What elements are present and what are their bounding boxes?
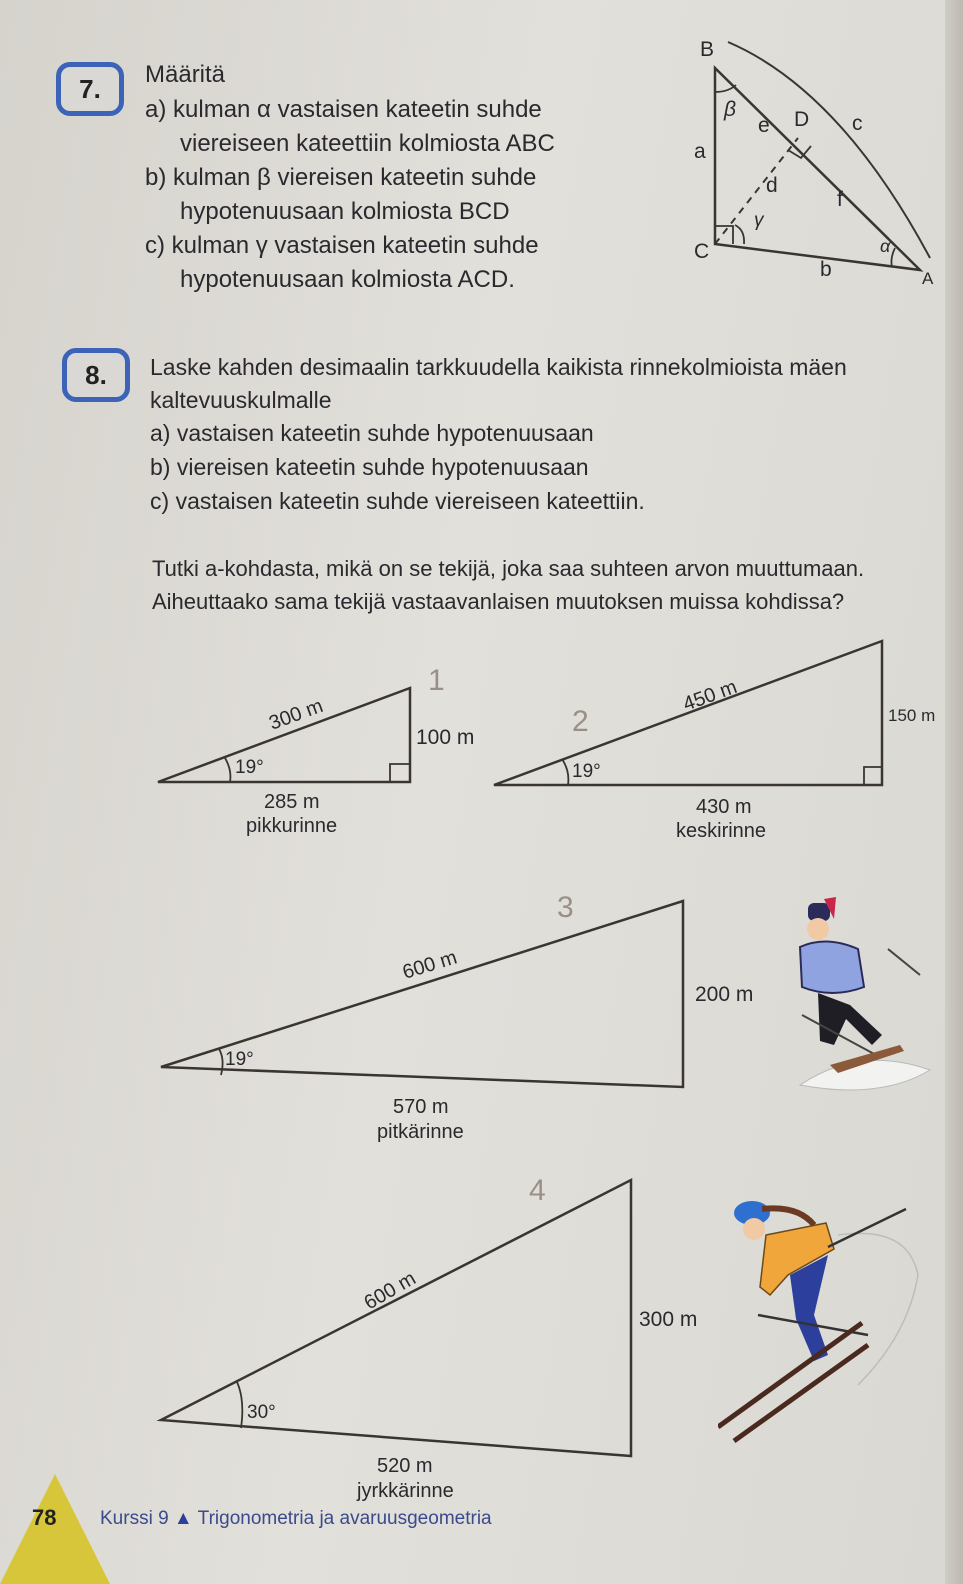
slope-3-adj: 570 m	[393, 1096, 449, 1118]
slope-4-hyp: 600 m	[360, 1267, 420, 1315]
label-b: b	[820, 258, 832, 281]
skier-2-head	[743, 1218, 765, 1240]
footer-course: Kurssi 9	[100, 1508, 169, 1529]
slope-3-angle-arc	[219, 1049, 223, 1075]
slope-2-hyp: 450 m	[680, 676, 740, 716]
skier-1-illustration	[780, 895, 940, 1105]
slope-1-adj: 285 m	[264, 791, 320, 813]
slope-4-handwritten-number: 4	[529, 1174, 546, 1207]
task-7-badge	[56, 62, 124, 116]
slope-2-name: keskirinne	[676, 820, 767, 842]
slope-1-triangle	[158, 688, 410, 782]
task-7c-label: c)	[145, 232, 165, 259]
slope-2-angle: 19°	[572, 761, 601, 782]
footer-triangle-glyph: ▲	[173, 1508, 193, 1529]
slope-1-handwritten-number: 1	[428, 664, 445, 697]
task-7b-line2: hypotenuusaan kolmiosta BCD	[180, 198, 510, 225]
task-7b-label: b)	[145, 164, 167, 191]
task-7a-line1: kulman α vastaisen kateetin suhde	[173, 96, 542, 123]
slope-1-right-angle	[390, 764, 410, 782]
label-f: f	[837, 188, 843, 211]
task-8a-text: vastaisen kateetin suhde hypotenuusaan	[176, 420, 594, 446]
slope-3-angle: 19°	[225, 1049, 254, 1070]
slope-1-hyp: 300 m	[266, 695, 326, 735]
task-8-badge	[62, 348, 130, 402]
task-7b	[145, 161, 536, 195]
angle-alpha-arc	[891, 248, 895, 267]
skier-1-pole-right	[888, 949, 920, 975]
task-8b	[150, 450, 589, 484]
slope-2-handwritten-number: 2	[572, 705, 589, 738]
label-c: c	[852, 112, 863, 135]
skier-2-ski-2	[734, 1345, 868, 1441]
slope-2-right-angle	[864, 767, 882, 785]
slope-2-figure	[490, 635, 935, 850]
task-7c-line1: kulman γ vastaisen kateetin suhde	[171, 232, 539, 259]
skier-1-jacket	[800, 941, 864, 993]
skier-2-ski-1	[718, 1323, 862, 1427]
task-8-line2: kaltevuuskulmalle	[150, 387, 332, 413]
task-8a	[150, 416, 594, 450]
angle-gamma-arc	[735, 225, 744, 244]
task-8-note2: Aiheuttaako sama tekijä vastaavanlaisen muutoksen muissa kohdissa?	[152, 589, 845, 614]
label-d: d	[766, 174, 778, 197]
slope-2-adj: 430 m	[696, 796, 752, 818]
page-edge	[945, 0, 963, 1584]
label-a: a	[694, 140, 706, 163]
page-number: 78	[32, 1505, 57, 1530]
task-8-number: 8.	[85, 359, 107, 390]
slope-2-opp: 150 m	[888, 706, 935, 725]
label-gamma: γ	[754, 210, 764, 231]
slope-3-name: pitkärinne	[377, 1121, 464, 1143]
task-7-intro: Määritä	[145, 61, 226, 88]
slope-1-angle-arc	[225, 758, 230, 782]
slope-3-opp: 200 m	[695, 983, 754, 1006]
label-A: A	[922, 269, 934, 288]
task-8-note1: Tutki a-kohdasta, mikä on se tekijä, joka saa suhteen arvon muuttumaan.	[152, 556, 865, 581]
task-8c-text: vastaisen kateetin suhde viereiseen kateettiin.	[175, 488, 645, 514]
label-D: D	[794, 108, 810, 131]
slope-4-opp: 300 m	[639, 1308, 698, 1331]
slope-4-adj: 520 m	[377, 1455, 433, 1477]
footer-title: Trigonometria ja avaruusgeometria	[197, 1508, 492, 1529]
task-8c	[150, 484, 645, 518]
slope-3-hyp: 600 m	[400, 946, 460, 984]
slope-3-figure	[155, 885, 775, 1155]
task-8c-label: c)	[150, 488, 170, 514]
label-alpha: α	[880, 236, 891, 256]
slope-1-name: pikkurinne	[246, 815, 338, 837]
snow-spray	[800, 1060, 930, 1090]
footer-running-title	[100, 1508, 492, 1530]
task-7a-line2: viereiseen kateettiin kolmiosta ABC	[180, 130, 555, 157]
slope-2-angle-arc	[562, 759, 568, 785]
skier-2-illustration	[718, 1195, 928, 1450]
slope-4-triangle	[161, 1180, 631, 1456]
task-7a	[145, 93, 542, 127]
skier-2-hair	[762, 1208, 814, 1225]
slope-4-angle: 30°	[247, 1402, 276, 1423]
label-e: e	[758, 114, 770, 137]
slope-1-angle: 19°	[235, 757, 264, 778]
task-8b-text: viereisen kateetin suhde hypotenuusaan	[176, 454, 589, 480]
task-7c	[145, 229, 539, 263]
task-7-number: 7.	[79, 73, 101, 104]
task-7c-line2: hypotenuusaan kolmiosta ACD.	[180, 266, 515, 293]
task-7b-line1: kulman β viereisen kateetin suhde	[173, 164, 537, 191]
skier-1-pants	[818, 993, 882, 1045]
task-8-line1: Laske kahden desimaalin tarkkuudella kaikista rinnekolmioista mäen	[150, 354, 847, 380]
label-B: B	[700, 38, 715, 61]
slope-4-figure	[155, 1170, 715, 1515]
slope-4-name: jyrkkärinne	[357, 1480, 454, 1502]
slope-1-figure	[150, 660, 500, 850]
label-C: C	[694, 240, 710, 263]
task-7a-label: a)	[145, 96, 167, 123]
slope-4-angle-arc	[237, 1382, 242, 1428]
task-7-triangle-figure	[680, 30, 945, 300]
task-8b-label: b)	[150, 454, 171, 480]
task-8a-label: a)	[150, 420, 171, 446]
slope-1-opp: 100 m	[416, 726, 475, 749]
slope-3-handwritten-number: 3	[557, 891, 574, 924]
skier-1-head	[807, 918, 829, 940]
label-beta: β	[724, 98, 736, 121]
snow-trail	[838, 1233, 918, 1385]
